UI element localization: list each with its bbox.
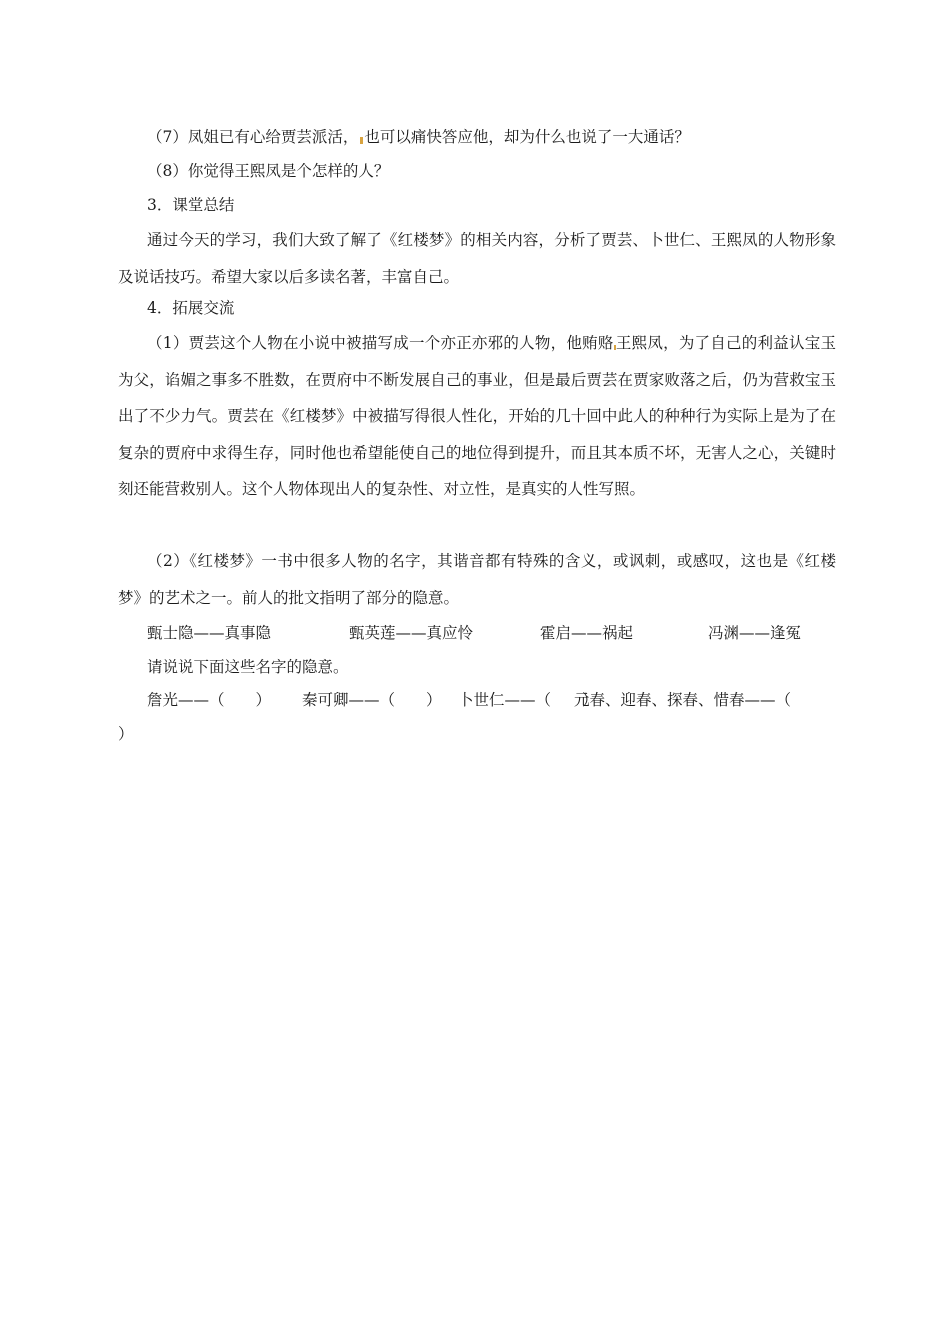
extension-p1-rest: 王熙凤，为了自己的利益认宝玉为父，谄媚之事多不胜数，在贾府中不断发展自己的事业，但是最后贾芸在贾家败落之后，仍为营救宝玉出了不少力气。贾芸在《红楼梦》中被描写得很人性化，开始的几十回中此人的种种行为实际上是为了在复杂的贾府中求得生存，同时他也希望能使自己的地位得到提升，而且其本质不坏，无害人之心，关键时刻还能营救别人。这个人物体现出人的复杂性、对立性，是真实的人性写照。 xyxy=(118,334,836,498)
question-8: （8）你觉得王熙凤是个怎样的人？ xyxy=(147,162,390,180)
question-7-text-start: （7）凤姐已有心给贾芸派活， xyxy=(147,128,359,146)
edit-marker xyxy=(360,137,363,144)
extension-paragraph-2: （2）《红楼梦》一书中很多人物的名字，其谐音都有特殊的含义，或讽刺，或感叹，这也是《红楼梦》的艺术之一。前人的批文指明了部分的隐意。 xyxy=(118,552,836,607)
name-example: 甄英莲——真应怜 xyxy=(349,624,474,642)
question-7-text-end: 也可以痛快答应他，却为什么也说了一大通话？ xyxy=(364,128,690,146)
name-example: 冯渊——逢冤 xyxy=(708,624,802,642)
summary-paragraph: 通过今天的学习，我们大致了解了《红楼梦》的相关内容，分析了贾芸、卜世仁、王熙凤的人物形象及说话技巧。希望大家以后多读名著，丰富自己。 xyxy=(118,231,836,286)
exercise-item-3: 卜世仁——（ ） xyxy=(458,691,598,709)
name-example: 霍启——祸起 xyxy=(540,624,634,642)
exercise-item-1: 詹光——（ ） xyxy=(147,691,272,709)
exercise-item-2: 秦可卿——（ ） xyxy=(302,691,442,709)
summary-heading: 3．课堂总结 xyxy=(147,196,235,214)
name-example: 甄士隐——真事隐 xyxy=(147,624,272,642)
exercise-item-4-close: ） xyxy=(118,725,134,743)
extension-p1-start: （1）贾芸这个人物在小说中被描写成一个亦正亦邪的人物，他贿赂 xyxy=(147,334,614,352)
extension-heading: 4．拓展交流 xyxy=(147,299,235,317)
exercise-item-4: 元春、迎春、探春、惜春——（ xyxy=(574,691,792,709)
exercise-prompt: 请说说下面这些名字的隐意。 xyxy=(147,658,349,676)
question-7 xyxy=(147,127,690,147)
extension-paragraph-1 xyxy=(118,325,836,508)
